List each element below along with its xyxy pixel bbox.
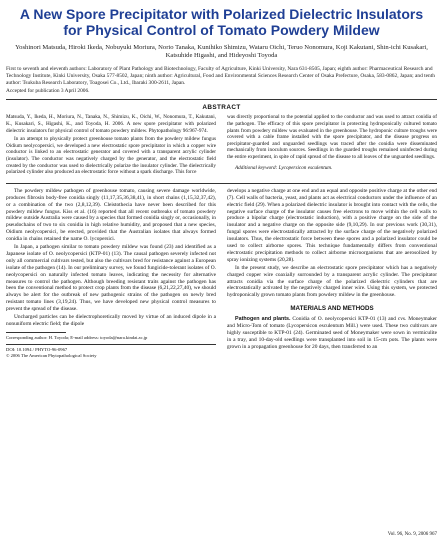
methods-heading: MATERIALS AND METHODS: [290, 305, 374, 313]
abstract-top-rule: [6, 99, 437, 100]
abstract-right-column: [227, 114, 437, 177]
corresponding-author: Corresponding author: H. Toyoda; E-mail address: toyoda@nara.kindai.ac.jp: [6, 334, 148, 340]
methods-paragraph-1: [227, 316, 437, 351]
body-left-column: [6, 188, 216, 359]
copyright: © 2006 The American Phytopathological Society: [6, 352, 97, 358]
doi: DOI: 10.1094 / PHYTO-96-0967: [6, 346, 68, 352]
intro-paragraph-4: develops a negative charge at one end and an equal and opposite positive charge at the other end (7). Cell walls of bacteria, yeast, and plants act as electrical conductors under the influence of an electric field (29). When a polarized dielectric insulator is brought into contact with the cells, the negative surface charge of the insulator causes free electrons to move within the cell walls to produce a bipolar charge (electrostatic induction), with a positive charge on the side of the insulator and a negative charge on the opposite side (9,10,29). In our previous work (30,31), fungal spores were electrostatically attracted by the surface charge of the negatively polarized insulators. Thus, the electrostatic force between these spores and a polarized insulator could be used to collect airborne spores. This technique fundamentally differs from conventional electrostatic precipitation methods to collect airborne microorganisms that are aerosolized by spray ionizing systems (20,28).: [227, 187, 437, 263]
accepted-date: Accepted for publication 3 April 2006.: [6, 87, 90, 94]
body-columns: [6, 188, 437, 359]
abstract-left-column: [6, 114, 216, 177]
intro-paragraph-5: In the present study, we describe an electrostatic spore precipitator which has a negatively charged copper wire coaxially surrounded by a transparent acrylic cylinder. The precipitator attracts conidia via the surface charge of the polarized dielectric cylinders that are electrostatically activated by the negatively charged inner wire. Using this system, we protected hydroponically grown tomato plants from powdery mildew in the greenhouse.: [227, 264, 437, 299]
intro-paragraph-1: The powdery mildew pathogen of greenhouse tomato, causing severe damage worldwide, produces fibrosin body-free conidia singly (11,17,35,36,38,41), in short chains (1,15,32,37,42), or a combination of the two (2,8,12,39). Cleistothecia have never been described for this powdery mildew fungus. Kiss et al. (16) reported that all recent outbreaks of tomato powdery mildew outside Australia were caused by a species that formed conidia singly or, occasionally, in pseudochains of two to six conidia in high relative humidity, and proposed that a new species, Oidium neolycopersici, be erected, provided that the Australian isolates that always formed conidia in chains retained the name O. lycopersici.: [6, 187, 216, 243]
intro-paragraph-3: Uncharged particles can be dielectrophoretically moved by virtue of an induced dipole in a nonuniform electric field; the dipole: [6, 314, 216, 327]
page-folio: Vol. 96, No. 9, 2006 967: [387, 532, 437, 537]
abstract-citation: Matsuda, Y., Ikeda, H., Moriura, N., Tanaka, N., Shimizu, K., Oichi, W., Nonomura, T., Kakutani, K., Kusakari, S., Higashi, K., and Toyoda, H. 2006. A new spore precipitator with polarized dielectric insulators for physical control of tomato powdery mildew. Phytopathology 96:967-974.: [6, 114, 216, 134]
methods-text: Conidia of O. neolycopersici KTP-01 (13) and cvs. Moneymaker and Micro-Tom of tomato (Lycopersicon esculentum Mill.) were used. These two cultivars are highly susceptible to KTP-01 (24). Germinated seed of Moneymaker were sown in vermiculite in a tray, and 10-day-old seedlings were transplanted into soil in 15-cm pots. The plants were grown in a propagation greenhouse for 20 days, then transferred to an: [227, 316, 437, 350]
additional-keywords: Additional keyword: Lycopersicon esculentum.: [235, 164, 333, 171]
body-right-column: [227, 188, 437, 359]
journal-page: [6, 6, 437, 538]
abstract-columns: [6, 114, 437, 177]
article-title: A New Spore Precipitator with Polarized Dielectric Insulators for Physical Control of Tomato Powdery Mildew: [19, 6, 424, 38]
footnote-rule: [6, 332, 66, 333]
abstract-paragraph-2: was directly proportional to the potential applied to the conductor and was used to attract conidia of the pathogen. The efficacy of this spore precipitator in protecting hydroponically cultured tomato plants from powdery mildew was evaluated in the greenhouse. The hydroponic culture troughs were covered with a cable frame installed with the spore precipitator, and the disease progress on precipitator-guarded and unguarded seedlings was traced after the conidia were disseminated mechanically from inoculum sources. Seedlings in the guarded troughs remained uninfected during the entire experiment, in spite of rapid spread of the disease to all leaves of the unguarded seedlings.: [227, 114, 437, 160]
affiliations: First to seventh and eleventh authors: Laboratory of Plant Pathology and Biotechnology, Faculty of Agriculture, Kinki University, Nara 631-8505, Japan; eighth author: Pharmaceutical Research and Technology Institute, Kinki University, Osaka 577-8502, Japan; ninth author: Agricultural, Food and Environmental Sciences Research Center of Osaka Prefecture, Osaka, 583-0862, Japan; and tenth author: Tsukuba Research Laboratory, Toagosei Co., Ltd., Ibaraki 300-2611, Japan.: [6, 65, 435, 86]
abstract-heading: ABSTRACT: [202, 104, 241, 112]
abstract-paragraph-1: In an attempt to physically protect greenhouse tomato plants from the powdery mildew fungus Oidium neolycopersici, we developed a new electrostatic spore precipitator in which a copper wire conductor is linked to an electrostatic generator and covered with a transparent acrylic cylinder (insulator). The conductor was negatively charged by the generator, and the electrostatic field created by the conductor was used to dielectrically polarize the insulator cylinder. The dielectrically polarized cylinder also produced an electrostatic force without a spark discharge. This force: [6, 136, 216, 176]
intro-paragraph-2: In Japan, a pathogen similar to tomato powdery mildew was found (23) and identified as a Japanese isolate of O. neolycopersici (KTP-01) (13). The causal pathogen severely infected not only all commercial cultivars tested, but also the cultivars bred for resistance against a European isolate of the pathogen (14). In our preliminary survey, we found fungicide-tolerant isolates of O. neolycopersici on naturally infected tomato leaves, indicating the necessity for alternative measures to control the pathogen. Although breeding resistant traits against the pathogen has been the conventional method to protect crop plants from the disease (6,21,22,27,40), we should always be alert for the outbreak of new pathogenic strains of the pathogen on newly bred resistant tomato lines (3,19,24). Thus, we have developed new physical control measures to prevent the spread of the disease.: [6, 244, 216, 313]
methods-subheading: Pathogen and plants.: [235, 316, 291, 323]
author-list: Yoshinori Matsuda, Hiroki Ikeda, Nobuyuki Moriura, Norio Tanaka, Kunihiko Shimizu, Wataru Oichi, Teruo Nonomura, Koji Kakutani, Shin-ichi Kusakari, Katsuhide Higashi, and Hideyoshi Toyoda: [15, 44, 428, 60]
abstract-bottom-rule: [6, 183, 437, 184]
doi-rule: [6, 344, 216, 345]
